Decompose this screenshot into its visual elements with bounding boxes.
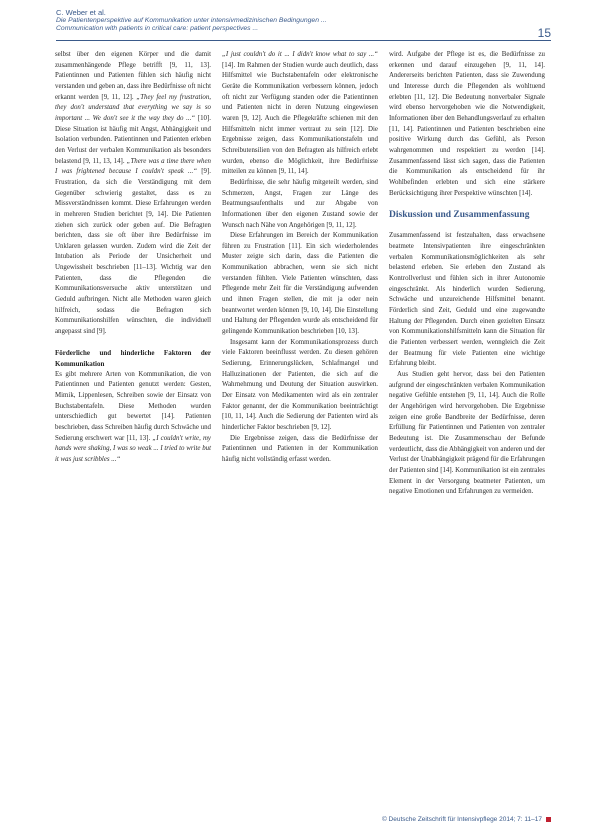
paragraph: „I just couldn't do it ... I didn't know what to say ...“ [14]. Im Rahmen der Studien wurde auch deutlich, dass Hilfsmittel wie Buchstabentafeln oder elektronische Geräte die Kommunikation verbessern können, jedoch oft nicht zur Verfügung standen oder die Patientinnen und Patienten nicht in deren Nutzung eingewiesen waren [9, 12]. Auch die Pflegekräfte schienen mit den Hilfsmitteln nicht immer vertraut zu sein [12]. Die Ergebnisse zeigen, dass Kommunikationstafeln und Schreibutensilien von den Befragten als hilfreich erlebt wurden, ebenso die Möglichkeit, ihre Bedürfnisse mitteilen zu können [9, 11, 14]. xyxy=(222,51,378,176)
journal-footer xyxy=(382,816,551,823)
page-number: 15 xyxy=(537,26,551,40)
paragraph: Diese Erfahrungen im Bereich der Kommunikation führen zu Frustration [11]. Ein sich wiederholendes Muster zeigte sich darin, dass die Patienten die Kommunikation abbrachen, wenn sie sich nicht verstanden fühlten. Viele Patienten wünschten, dass Pflegende mehr Zeit für die Verständigung aufwenden und ihnen Fragen stellen, die mit ja oder nein beantwortet werden können [9, 10, 14]. Die Einstellung und Haltung der Pflegenden wurde als entscheidend für gelingende Kommunikation beschrieben [10, 13]. xyxy=(222,232,378,336)
running-header xyxy=(56,8,556,33)
footer-square-icon xyxy=(546,817,551,822)
paragraph: Zusammenfassend ist festzuhalten, dass erwachsene beatmete Intensivpatienten ihre eingeschränkten verbalen Kommunikationsmöglichkeiten als sehr belastend erleben. Sie erleben den Zustand als Kontrollverlust und fühlen sich in ihrer Autonomie eingeschränkt. Als hinderlich wurden Sedierung, Schwäche und unzureichende Hilfsmittel benannt. Förderlich sind Zeit, Geduld und eine zugewandte Haltung der Pflegenden. Durch einen gezielten Einsatz von Kommunikationshilfsmitteln kann die Situation für die Patienten verbessert werden, wenngleich die Zeit der Beatmung für viele Patienten eine wichtige Erfahrung bleibt. xyxy=(389,232,545,368)
patient-quote: „I just couldn't do it ... I didn't know what to say ...“ xyxy=(222,51,378,58)
footer-citation: © Deutsche Zeitschrift für Intensivpflege 2014; 7: 11–17 xyxy=(381,816,542,823)
section-heading: Diskussion und Zusammenfassung xyxy=(389,209,530,220)
text-column-3 xyxy=(389,50,545,498)
paragraph: wird. Aufgabe der Pflege ist es, die Bedürfnisse zu erkennen und darauf einzugehen [9, 11, 14]. Andererseits berichten Patienten, dass sie Zuwendung und Interesse durch die Pflegenden als wohltuend erlebten [11, 12]. Die Bedeutung nonverbaler Signale wird ebenso hervorgehoben wie die Notwendigkeit, Informationen über den Behandlungsverlauf zu erhalten [11, 14]. Patientinnen und Patienten beschrieben eine positive Wirkung durch das Gefühl, als Person wahrgenommen und respektiert zu werden [14]. Zusammenfassend lässt sich sagen, dass die Patienten die Kommunikation als entscheidend für ihr Wohlbefinden erlebten und sich eine stärkere Berücksichtigung ihrer Perspektive wünschten [14]. xyxy=(389,51,545,197)
paragraph: Aus Studien geht hervor, dass bei den Patienten aufgrund der eingeschränkten verbalen Kommunikation negative Gefühle entstehen [9, 11, 14]. Auch die Rolle der Angehörigen wird hervorgehoben. Die Ergebnisse zeigen eine große Bandbreite der Bedürfnisse, deren Erfüllung für Patientinnen und Patienten von zentraler Bedeutung ist. Die Zusammenschau der Befunde verdeutlicht, dass die Abhängigkeit von anderen und der Verlust der Unabhängigkeit prägend für die Erfahrungen der Patienten sind [14]. Kommunikation ist ein zentrales Element in der Versorgung beatmeter Patienten, um negative Emotionen und Erfahrungen zu vermeiden. xyxy=(389,371,545,496)
paragraph: Die Ergebnisse zeigen, dass die Bedürfnisse der Patientinnen und Patienten in der Kommunikation häufig nicht vollständig erfasst werden. xyxy=(222,434,378,463)
text-column-2 xyxy=(222,50,378,466)
header-author: C. Weber et al. xyxy=(56,8,106,17)
paragraph: Bedürfnisse, die sehr häufig mitgeteilt werden, sind Schmerzen, Angst, Fragen zur Länge des Beatmungsaufenthalts und zur Abgabe von Informationen über den eigenen Zustand sowie der Wunsch nach Nähe von Angehörigen [9, 11, 12]. xyxy=(222,178,378,229)
paragraph: selbst über den eigenen Körper und die damit zusammenhängende Pflege betrifft [9, 11, 13]. Patientinnen und Patienten fühlen sich häufig nicht verstanden und geben an, dass ihre Bedürfnisse oft nicht erkannt werden [9, 11, 12]. „They feel my frustration, they don't understand that everything we say is so important ... We don't see it the way they do ...“ [10]. Diese Situation ist häufig mit Angst, Abhängigkeit und Isolation verbunden. Patientinnen und Patienten erleben den Verlust der verbalen Kommunikation als besonders belastend [9, 11, 13, 14]. „There was a time there when I was frightened because I couldn't speak ...“ [9]. Frustration, da sich die Verständigung mit dem Gegenüber schwierig gestaltet, dass es zu Missverständnissen kommt. Diese Erfahrungen werden in mehreren Studien berichtet [9, 14]. Die Patienten ziehen sich zurück oder geben auf. Die Befragten berichten, dass sie oft über ihre Bedürfnisse im Unklaren gelassen wurden. Zudem wird die Zeit der Intubation als Periode der Unsicherheit und Ungewissheit beschrieben [11–13]. Wichtig war den Patienten, dass die Pflegenden die Kommunikationsversuche aktiv unterstützen und Geduld aufbringen. Nicht alle Methoden waren gleich hilfreich, sodass die Befragten sich Kommunikationshilfen wünschten, die individuell angepasst sind [9]. xyxy=(55,51,211,336)
paragraph: Insgesamt kann der Kommunikationsprozess durch viele Faktoren beeinflusst werden. Zu diesen gehören Sedierung, Erinnerungslücken, Schlafmangel und Halluzinationen der Patienten, die sich auf die Wahrnehmung und Deutung der Situation auswirken. Der Einsatz von Medikamenten wird als ein zentraler Faktor genannt, der die Kommunikation beeinträchtigt [10, 11, 14]. Auch die Sedierung der Patienten wird als hinderlicher Faktor beschrieben [9, 12]. xyxy=(222,338,378,431)
header-divider xyxy=(56,40,551,41)
patient-quote: „There was a time there when I was frightened because I couldn't speak ...“ xyxy=(55,157,211,176)
paragraph: Es gibt mehrere Arten von Kommunikation, die von Patientinnen und Patienten genutzt werden: Gesten, Mimik, Lippenlesen, Schreiben sowie der Einsatz von Buchstabentafeln. Diese Methoden wurden unterschiedlich gut bewertet [14]. Patienten beschrieben, dass Schreiben häufig durch Schwäche und Sedierung erschwert war [11, 13]. „I couldn't write, my hands were shaking, I was so weak ... I tried to write but it was just scribbles ...“ xyxy=(55,370,211,463)
text-column-1 xyxy=(55,50,211,466)
patient-quote: „They feel my frustration, they don't understand that everything we say is so important ... We don't see it the way they do ...“ xyxy=(55,93,211,122)
header-title-german: Die Patientenperspektive auf Kommunikation unter intensivmedizinischen Bedingungen ... xyxy=(56,17,327,24)
subsection-heading: Förderliche und hinderliche Faktoren der Kommunikation xyxy=(55,349,211,369)
header-title-english: Communication with patients in critical care: patient perspectives ... xyxy=(56,25,259,32)
patient-quote: „I couldn't write, my hands were shaking, I was so weak ... I tried to write but it was just scribbles ...“ xyxy=(55,434,211,463)
